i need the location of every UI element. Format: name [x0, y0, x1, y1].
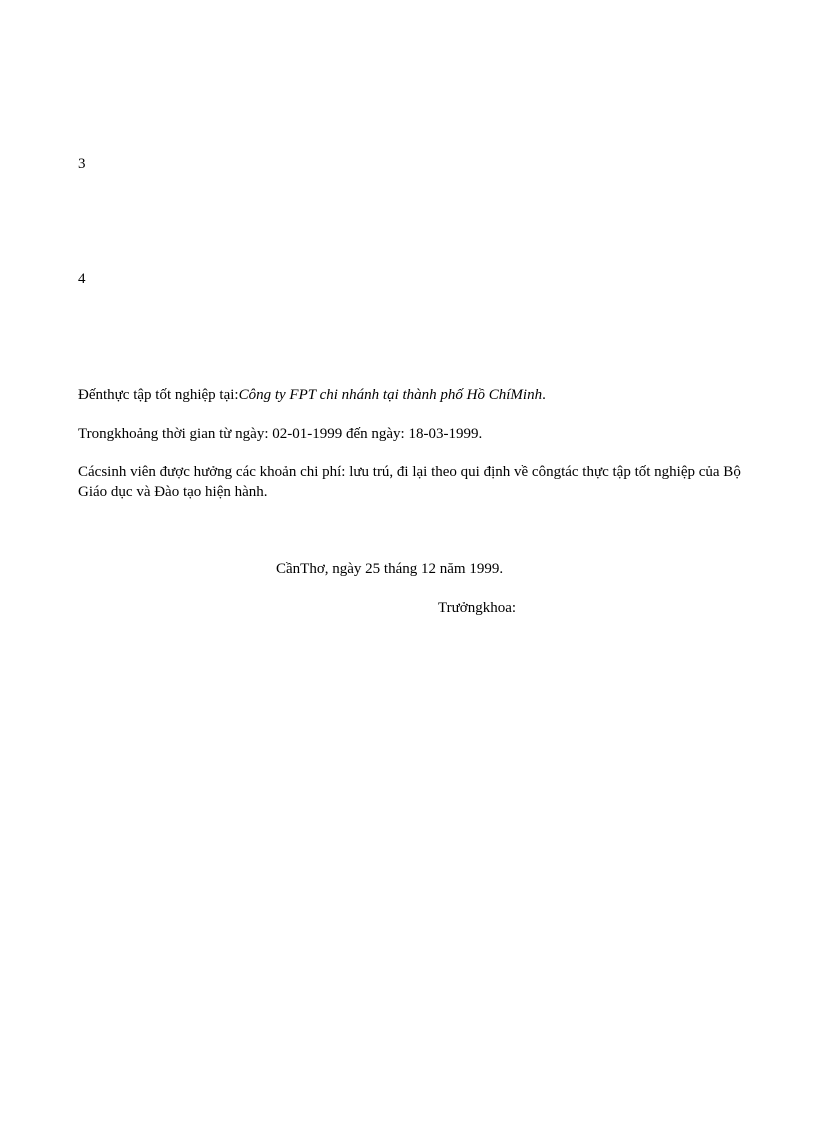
destination-label: Đếnthực tập tốt nghiệp tại:: [78, 387, 239, 403]
signature-title: Trưởngkhoa:: [438, 600, 517, 616]
destination-end: .: [542, 387, 546, 403]
item-number-4: 4: [78, 271, 86, 287]
destination-place: Công ty FPT chi nhánh tại thành phố Hồ ChíMinh: [238, 387, 543, 403]
place-date-line: CầnThơ, ngày 25 tháng 12 năm 1999.: [276, 561, 504, 577]
item-number-3: 3: [78, 156, 86, 172]
benefits-paragraph: Cácsinh viên được hưởng các khoản chi phí: lưu trú, đi lại theo qui định về côngtác thực tập tốt nghiệp của Bộ Giáo dục và Đào tạo hiện hành.: [78, 464, 741, 500]
period-line: Trongkhoảng thời gian từ ngày: 02-01-1999 đến ngày: 18-03-1999.: [78, 426, 483, 442]
destination-line: [78, 385, 546, 405]
